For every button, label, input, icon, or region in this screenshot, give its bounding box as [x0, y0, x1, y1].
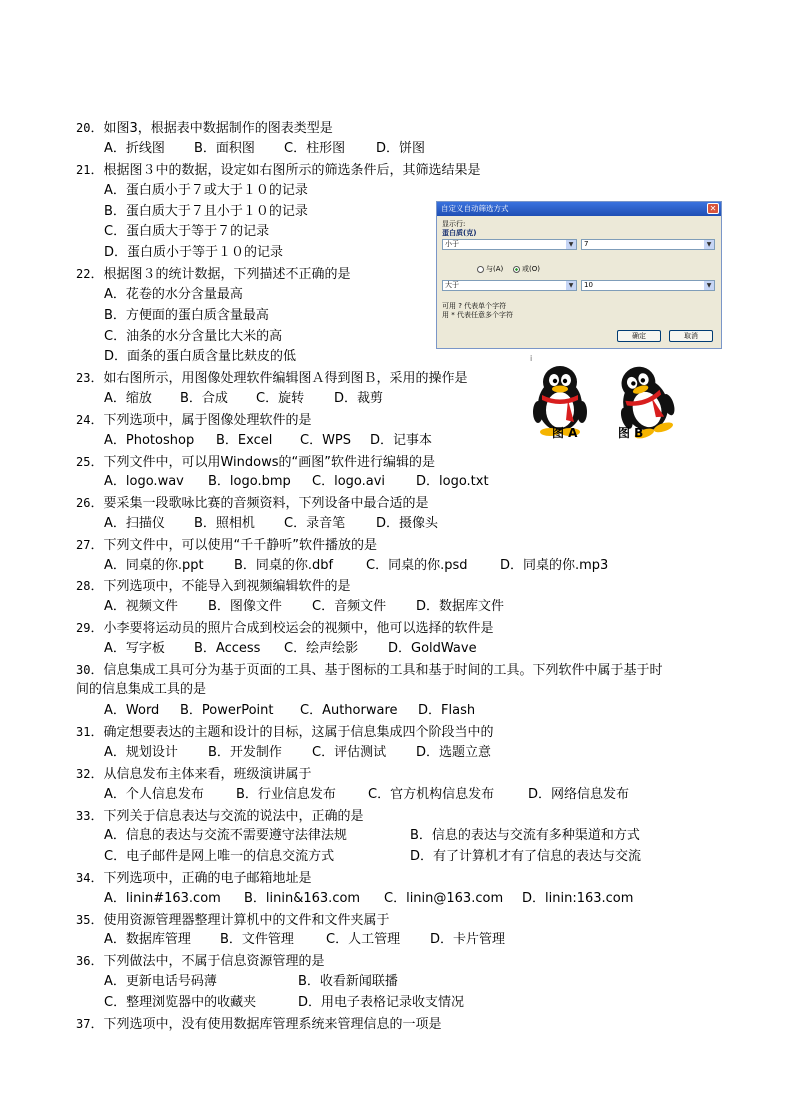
option-d: D．记事本: [370, 433, 433, 448]
option-b: B．合成: [180, 391, 228, 406]
option-c: C．评估测试: [312, 745, 387, 760]
option-c: C．音频文件: [312, 599, 387, 614]
question-22: 22．根据图３的统计数据，下列描述不正确的是: [76, 267, 351, 282]
close-icon[interactable]: ✕: [707, 203, 719, 214]
question-text: 小李要将运动员的照片合成到校运会的视频中，他可以选择的软件是: [103, 621, 494, 636]
option-a: A．Word: [104, 703, 160, 718]
option-a: A．缩放: [104, 391, 152, 406]
option-b: B．行业信息发布: [236, 787, 336, 802]
question-30: 30．信息集成工具可分为基于页面的工具、基于图标的工具和基于时间的工具。下列软件中属于基于时: [76, 663, 663, 678]
question-35: 35．使用资源管理器整理计算机中的文件和文件夹属于: [76, 913, 390, 928]
option-b: B．开发制作: [208, 745, 282, 760]
question-24: 24．下列选项中，属于图像处理软件的是: [76, 413, 312, 428]
option-d: D．饼图: [376, 141, 426, 156]
option-a: A．视频文件: [104, 599, 178, 614]
question-text: 确定想要表达的主题和设计的目标，这属于信息集成四个阶段当中的: [103, 725, 494, 740]
option-b: B．Excel: [216, 433, 273, 448]
chevron-down-icon: ▼: [704, 281, 714, 290]
option-a: A．扫描仪: [104, 516, 165, 531]
option-c: C．电子邮件是网上唯一的信息交流方式: [104, 849, 335, 864]
question-text: 使用资源管理器整理计算机中的文件和文件夹属于: [103, 913, 390, 928]
option-d: D．摄像头: [376, 516, 439, 531]
question-text: 要采集一段歌咏比赛的音频资料，下列设备中最合适的是: [103, 496, 429, 511]
option-b: B．图像文件: [208, 599, 282, 614]
question-text: 下列做法中，不属于信息资源管理的是: [103, 954, 325, 969]
field-label: 蛋白质(克): [442, 229, 477, 237]
option-a: A．花卷的水分含量最高: [104, 287, 243, 302]
option-c: C．油条的水分含量比大米的高: [104, 329, 283, 344]
question-36: 36．下列做法中，不属于信息资源管理的是: [76, 954, 325, 969]
option-a: A．写字板: [104, 641, 165, 656]
option-c: C．录音笔: [284, 516, 346, 531]
option-c: C．Authorware: [300, 703, 398, 718]
operator-select-1[interactable]: 小于 ▼: [442, 239, 577, 250]
question-31: 31．确定想要表达的主题和设计的目标，这属于信息集成四个阶段当中的: [76, 725, 494, 740]
option-a: A．个人信息发布: [104, 787, 204, 802]
ok-button[interactable]: 确定: [617, 330, 661, 342]
option-d: D．用电子表格记录收支情况: [298, 995, 465, 1010]
option-a: A．数据库管理: [104, 932, 191, 947]
exam-page: 20．如图3，根据表中数据制作的图表类型是 A．折线图 B．面积图 C．柱形图 D．饼图 21．根据图３中的数据，设定如右图所示的筛选条件后，其筛选结果是 A．蛋白质小于７或大于１０的记录 B．蛋白质大于７且小于１０的记录 C．蛋白质大于等于７的记录 D．蛋白质小于等于１０的记录 22．根据图３的统计数据，下列描述不正确的是 A．花卷的水分含量最高 B．方便面的蛋白质含量最高 C．油条的水分含量比大米的高 D．面条的蛋白质含量比麸皮的低 23．如右图所示，用图像处理软件编辑图Ａ得到图Ｂ，采用的操作是 A．缩放 B．合成 C．旋转 D．裁剪 24．下列选项中，属于图像处理软件的是 A．Photoshop B．Excel C．WPS D．记事本 25．下列文件中，可以用Windows的“画图”软件进行编辑的是 A．logo.wav B．logo.bmp C．logo.avi D．logo.txt 26．要采集一段歌咏比赛的音频资料，下列设备中最合适的是 A．扫描仪 B．照相机 C．录音笔 D．摄像头 27．下列文件中，可以使用“千千静听”软件播放的是 A．同桌的你.ppt B．同桌的你.dbf C．同桌的你.psd D．同桌的你.mp3 28．下列选项中，不能导入到视频编辑软件的是 A．视频文件 B．图像文件 C．音频文件 D．数据库文件 29．小李要将运动员的照片合成到校运会的视频中，他可以选择的软件是 A．写字板 B．Access C．绘声绘影 D．GoldWave 30．信息集成工具可分为基于页面的工具、基于图标的工具和基于时间的工具。下列软件中属于基于时 间的信息集成工具的是 A．Word B．PowerPoint C．Authorware D．Flash 31．确定想要表达的主题和设计的目标，这属于信息集成四个阶段当中的 A．规划设计 B．开发制作 C．评估测试 D．选题立意 32．从信息发布主体来看，班级演讲属于 A．个人信息发布 B．行业信息发布 C．官方机构信息发布 D．网络信息发布 33．下列关于信息表达与交流的说法中，正确的是 A．信息的表达与交流不需要遵守法律法规 B．信息的表达与交流有多种渠道和方式 C．电子邮件是网上唯一的信息交流方式 D．有了计算机才有了信息的表达与交流 34．下列选项中，正确的电子邮箱地址是 A．linin#163.com B．linin&163.com C．linin@163.com D．linin:163.com 35．使用资源管理器整理计算机中的文件和文件夹属于 A．数据库管理 B．文件管理 C．人工管理 D．卡片管理 36．下列做法中，不属于信息资源管理的是 A．更新电话号码薄 B．收看新闻联播 C．整理浏览器中的收藏夹 D．用电子表格记录收支情况 37．下列选项中，没有使用数据库管理系统来管理信息的一项是 自定义自动筛选方式 ✕ 显示行: 蛋白质(克) 小于 ▼ 7 ▼ 与(A) 或(O) 大于 ▼ 10 ▼ 可用 ? 代表单个字符 用 * 代表任意多个字符 确定 取消 ⅰ 图 A 图 B: [0, 0, 790, 1119]
question-23: 23．如右图所示，用图像处理软件编辑图Ａ得到图Ｂ，采用的操作是: [76, 371, 468, 386]
option-c: C．人工管理: [326, 932, 401, 947]
option-d: D．linin:163.com: [522, 891, 634, 906]
option-c: C．WPS: [300, 433, 352, 448]
option-a: A．更新电话号码薄: [104, 974, 217, 989]
question-29: 29．小李要将运动员的照片合成到校运会的视频中，他可以选择的软件是: [76, 621, 494, 636]
question-30-continued: 间的信息集成工具的是: [76, 682, 207, 697]
option-b: B．Access: [194, 641, 261, 656]
question-37: 37．下列选项中，没有使用数据库管理系统来管理信息的一项是: [76, 1017, 442, 1032]
chevron-down-icon: ▼: [566, 281, 576, 290]
dialog-title: 自定义自动筛选方式: [441, 204, 509, 213]
option-b: B．logo.bmp: [208, 474, 291, 489]
question-text: 信息集成工具可分为基于页面的工具、基于图标的工具和基于时间的工具。下列软件中属于基于时: [103, 663, 663, 678]
option-b: B．方便面的蛋白质含量最高: [104, 308, 269, 323]
option-b: B．面积图: [194, 141, 255, 156]
option-b: B．蛋白质大于７且小于１０的记录: [104, 204, 308, 219]
option-a: A．Photoshop: [104, 433, 195, 448]
question-text: 下列文件中，可以使用“千千静听”软件播放的是: [103, 538, 377, 553]
option-d: D．有了计算机才有了信息的表达与交流: [410, 849, 642, 864]
or-radio[interactable]: 或(O): [513, 264, 540, 274]
question-32: 32．从信息发布主体来看，班级演讲属于: [76, 767, 312, 782]
option-d: D．网络信息发布: [528, 787, 630, 802]
option-d: D．面条的蛋白质含量比麸皮的低: [104, 349, 297, 364]
option-b: B．文件管理: [220, 932, 294, 947]
question-text: 从信息发布主体来看，班级演讲属于: [103, 767, 312, 782]
show-rows-label: 显示行:: [442, 220, 466, 228]
question-text: 下列关于信息表达与交流的说法中，正确的是: [103, 809, 364, 824]
and-radio[interactable]: 与(A): [477, 264, 503, 274]
question-text: 下列选项中，属于图像处理软件的是: [103, 413, 312, 428]
option-b: B．收看新闻联播: [298, 974, 398, 989]
question-33: 33．下列关于信息表达与交流的说法中，正确的是: [76, 809, 364, 824]
value-input-2[interactable]: 10 ▼: [581, 280, 715, 291]
option-c: C．绘声绘影: [284, 641, 359, 656]
chevron-down-icon: ▼: [566, 240, 576, 249]
question-text: 根据图３中的数据，设定如右图所示的筛选条件后，其筛选结果是: [103, 163, 481, 178]
option-a: A．规划设计: [104, 745, 178, 760]
hint-single-char: 可用 ? 代表单个字符: [442, 302, 507, 310]
option-a: A．同桌的你.ppt: [104, 558, 204, 573]
option-d: D．数据库文件: [416, 599, 505, 614]
option-d: D．蛋白质小于等于１０的记录: [104, 245, 284, 260]
option-a: A．信息的表达与交流不需要遵守法律法规: [104, 828, 347, 843]
question-text: 如图3，根据表中数据制作的图表类型是: [103, 121, 333, 136]
caption-a: 图 A: [552, 426, 578, 440]
option-b: B．信息的表达与交流有多种渠道和方式: [410, 828, 640, 843]
option-c: C．同桌的你.psd: [366, 558, 468, 573]
chevron-down-icon: ▼: [704, 240, 714, 249]
option-c: C．柱形图: [284, 141, 346, 156]
option-c: C．linin@163.com: [384, 891, 504, 906]
option-b: B．同桌的你.dbf: [234, 558, 334, 573]
question-text: 下列文件中，可以用Windows的“画图”软件进行编辑的是: [103, 455, 435, 470]
option-d: D．Flash: [418, 703, 476, 718]
autofilter-dialog: [436, 201, 722, 349]
option-a: A．蛋白质小于７或大于１０的记录: [104, 183, 308, 198]
dialog-title-bar: [437, 202, 721, 216]
caption-b: 图 B: [618, 426, 644, 440]
question-text: 下列选项中，正确的电子邮箱地址是: [103, 871, 312, 886]
question-text: 下列选项中，不能导入到视频编辑软件的是: [103, 579, 351, 594]
question-26: 26．要采集一段歌咏比赛的音频资料，下列设备中最合适的是: [76, 496, 429, 511]
hint-multi-char: 用 * 代表任意多个字符: [442, 311, 513, 319]
radio-icon: [477, 266, 484, 273]
option-d: D．GoldWave: [388, 641, 477, 656]
option-a: A．linin#163.com: [104, 891, 221, 906]
question-25: 25．下列文件中，可以用Windows的“画图”软件进行编辑的是: [76, 455, 435, 470]
option-c: C．蛋白质大于等于７的记录: [104, 224, 270, 239]
option-d: D．选题立意: [416, 745, 492, 760]
question-21: 21．根据图３中的数据，设定如右图所示的筛选条件后，其筛选结果是: [76, 163, 481, 178]
option-c: C．官方机构信息发布: [368, 787, 495, 802]
question-text: 根据图３的统计数据，下列描述不正确的是: [103, 267, 351, 282]
option-d: D．logo.txt: [416, 474, 489, 489]
option-b: B．linin&163.com: [244, 891, 361, 906]
operator-select-2[interactable]: 大于 ▼: [442, 280, 577, 291]
value-input-1[interactable]: 7 ▼: [581, 239, 715, 250]
option-b: B．照相机: [194, 516, 255, 531]
option-a: A．折线图: [104, 141, 165, 156]
question-34: 34．下列选项中，正确的电子邮箱地址是: [76, 871, 312, 886]
option-c: C．logo.avi: [312, 474, 386, 489]
question-text: 下列选项中，没有使用数据库管理系统来管理信息的一项是: [103, 1017, 442, 1032]
option-d: D．裁剪: [334, 391, 384, 406]
option-b: B．PowerPoint: [180, 703, 274, 718]
option-d: D．卡片管理: [430, 932, 506, 947]
question-20: 20．如图3，根据表中数据制作的图表类型是: [76, 121, 333, 136]
option-c: C．整理浏览器中的收藏夹: [104, 995, 257, 1010]
question-text: 如右图所示，用图像处理软件编辑图Ａ得到图Ｂ，采用的操作是: [103, 371, 468, 386]
radio-selected-icon: [513, 266, 520, 273]
question-27: 27．下列文件中，可以使用“千千静听”软件播放的是: [76, 538, 377, 553]
option-c: C．旋转: [256, 391, 305, 406]
cancel-button[interactable]: 取消: [669, 330, 713, 342]
option-a: A．logo.wav: [104, 474, 184, 489]
question-28: 28．下列选项中，不能导入到视频编辑软件的是: [76, 579, 351, 594]
option-d: D．同桌的你.mp3: [500, 558, 609, 573]
